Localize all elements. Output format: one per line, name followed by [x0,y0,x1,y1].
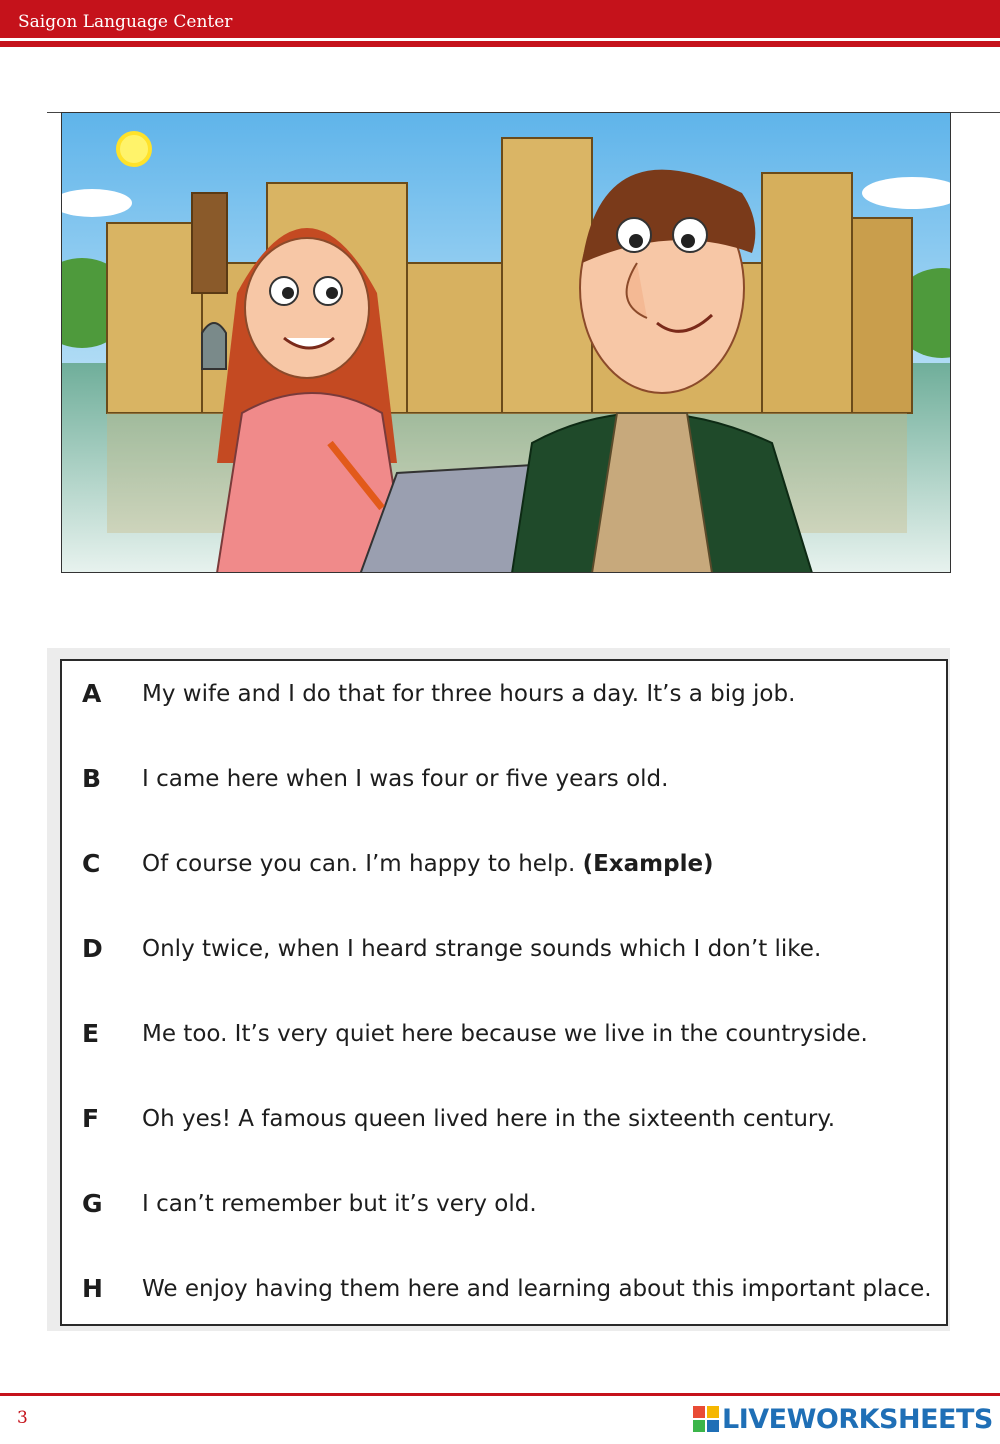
answer-option-a [62,679,946,723]
page-number: 3 [17,1408,28,1428]
answer-options-box [60,659,948,1326]
answer-letter: B [82,764,102,793]
answer-option-g [62,1189,946,1233]
answer-option-d [62,934,946,978]
answer-list [62,661,946,1324]
example-tag: (Example) [582,851,714,877]
footer-divider [0,1393,1000,1396]
answer-letter: D [82,934,103,963]
answer-option-h [62,1274,946,1318]
answer-letter: H [82,1274,103,1303]
liveworksheets-logo-icon [693,1406,719,1432]
header-title: Saigon Language Center [18,12,233,32]
answer-letter: E [82,1019,100,1048]
answer-letter: G [82,1189,103,1218]
answer-text: Oh yes! A famous queen lived here in the sixteenth century. [142,1106,835,1132]
answer-option-b [62,764,946,808]
answer-option-f [62,1104,946,1148]
answer-text-main: Of course you can. I’m happy to help. [142,851,583,877]
answer-text [142,851,714,877]
castle-illustration [61,112,951,573]
answer-letter: C [82,849,101,878]
liveworksheets-brand[interactable] [693,1402,993,1436]
answer-text: I can’t remember but it’s very old. [142,1191,537,1217]
answer-text: We enjoy having them here and learning about this important place. [142,1276,932,1302]
brand-text: LIVEWORKSHEETS [722,1403,993,1435]
answer-text: My wife and I do that for three hours a day. It’s a big job. [142,681,796,707]
answer-letter: F [82,1104,100,1133]
answer-text: Only twice, when I heard strange sounds which I don’t like. [142,936,822,962]
answer-letter: A [82,679,102,708]
answer-option-c [62,849,946,893]
answer-text: I came here when I was four or five years old. [142,766,669,792]
answer-option-e [62,1019,946,1063]
answer-text: Me too. It’s very quiet here because we live in the countryside. [142,1021,868,1047]
header-divider [0,41,1000,47]
